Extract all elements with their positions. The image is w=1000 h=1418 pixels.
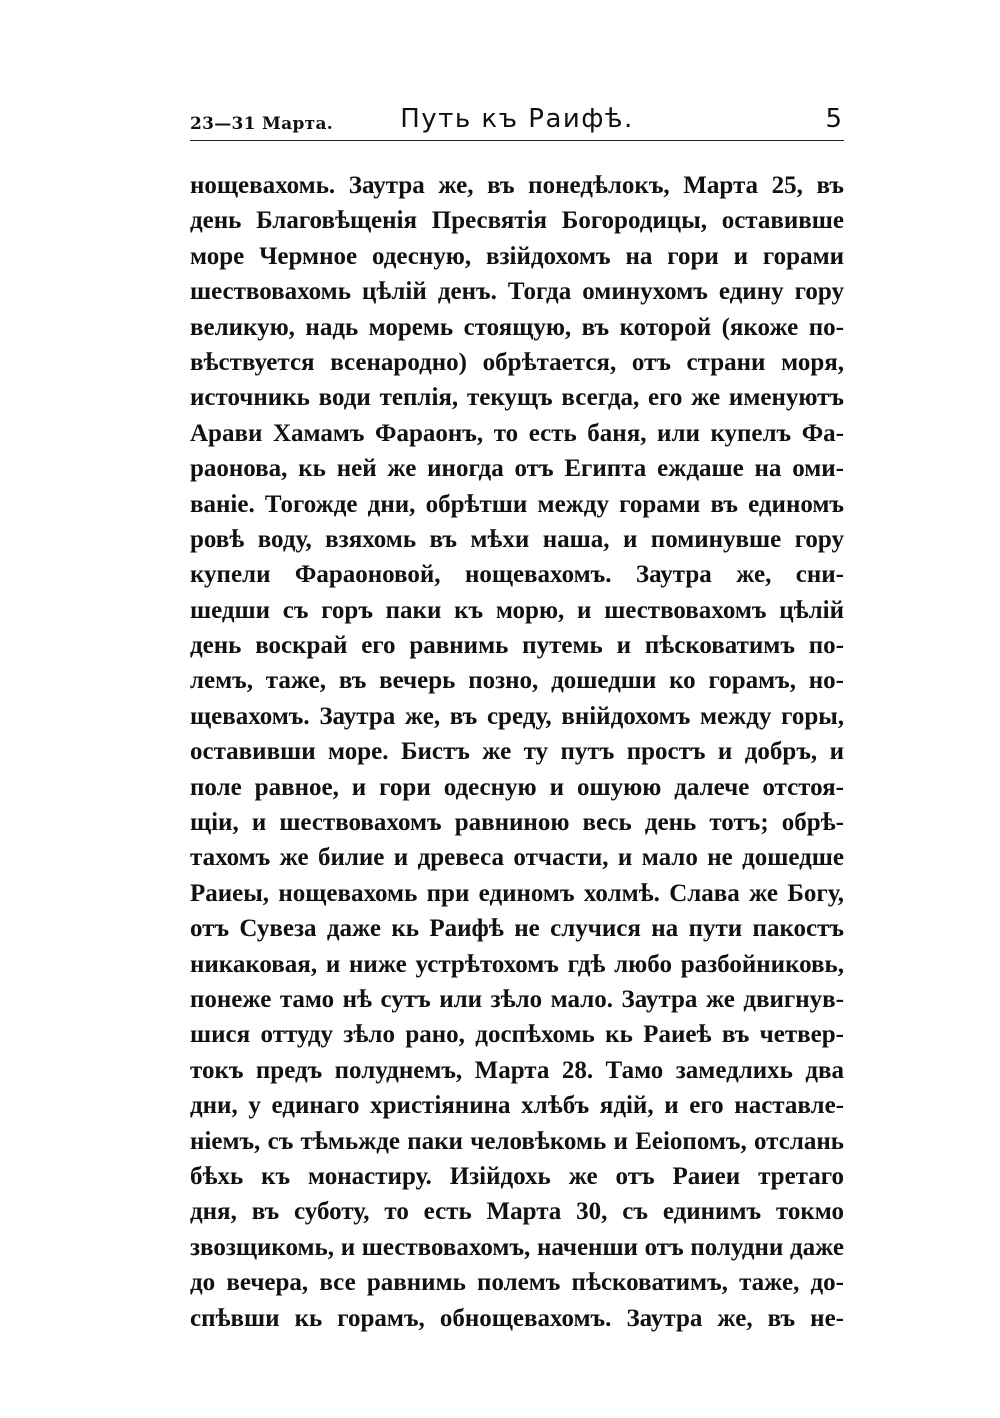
text-line: бѣхь къ монастиру. Изійдохь же отъ Раиеи третаго [190, 1162, 844, 1190]
body-text [190, 168, 844, 1336]
text-line: великую, надь моремь стоящую, въ которой (якоже по- [190, 313, 844, 341]
text-line: шедши съ горъ паки къ морю, и шествовахомъ цѣлій [190, 596, 844, 624]
text-line: никаковая, и ниже устрѣтохомъ гдѣ любо разбойниковь, [190, 950, 844, 978]
text-line: ровѣ воду, взяхомь въ мѣхи наша, и поминувше гору [190, 525, 844, 553]
text-line: Арави Хамамъ Фараонъ, то есть баня, или купелъ Фа- [190, 419, 844, 447]
text-line: до вечера, все равнимь полемъ пѣсковатимъ, таже, до- [190, 1269, 844, 1297]
text-line: вѣствуется всенародно) обрѣтается, отъ страни моря, [190, 348, 844, 376]
header-rule [190, 140, 844, 141]
text-line: токъ предъ полуднемъ, Марта 28. Тамо замедлихь два [190, 1056, 844, 1084]
text-line: ніемъ, съ тѣмьжде паки человѣкомь и Ееіопомъ, отслань [190, 1127, 844, 1155]
text-line: дни, у единаго христіянина хлѣбъ ядій, и его наставле- [190, 1092, 844, 1120]
page-number: 5 [825, 104, 842, 134]
header-title: Путь къ Раифѣ. [400, 104, 634, 134]
text-line: отъ Сувеза даже кь Раифѣ не случися на пути пакостъ [190, 915, 844, 943]
text-line: щевахомъ. Заутра же, въ среду, внійдохомъ между горы, [190, 702, 844, 730]
text-line: купели Фараоновой, нощевахомъ. Заутра же, сни- [190, 561, 844, 589]
text-line: нощевахомь. Заутра же, въ понедѣлокъ, Марта 25, въ [190, 172, 844, 199]
text-line: источникь води теплія, текущъ всегда, его же именуютъ [190, 384, 844, 412]
text-line: лемъ, таже, въ вечерь позно, дошедши ко горамъ, но- [190, 667, 844, 695]
text-line: шествовахомь цѣлій денъ. Тогда оминухомъ едину гору [190, 278, 844, 306]
text-line: поле равное, и гори одесную и ошуюю далече отстоя- [190, 773, 844, 801]
text-line: оставивши море. Бистъ же ту путъ простъ и добръ, и [190, 738, 844, 766]
text-line: раонова, кь ней же иногда отъ Египта еждаше на оми- [190, 455, 844, 483]
text-line: тахомъ же билие и древеса отчасти, и мало не дошедше [190, 844, 844, 872]
text-line: день воскрай его равнимь путемь и пѣсковатимъ по- [190, 632, 844, 660]
text-line: дня, въ суботу, то есть Марта 30, съ единимъ токмо [190, 1198, 844, 1226]
text-line: море Чермное одесную, взійдохомъ на гори и горами [190, 242, 844, 270]
text-line: ваніе. Тогожде дни, обрѣтши между горами въ единомъ [190, 490, 844, 518]
text-line: спѣвши кь горамъ, обнощевахомъ. Заутра же, въ не- [190, 1304, 844, 1332]
text-line: понеже тамо нѣ сутъ или зѣло мало. Заутра же двигнув- [190, 985, 844, 1013]
text-line: щіи, и шествовахомъ равниною весь день тотъ; обрѣ- [190, 809, 844, 837]
text-line: Раиеы, нощевахомь при единомъ холмѣ. Слава же Богу, [190, 879, 844, 907]
running-head [190, 100, 844, 140]
text-line: день Благовѣщенія Пресвятія Богородицы, оставивше [190, 207, 844, 235]
text-line: звозщикомь, и шествовахомъ, наченши отъ полудни даже [190, 1233, 844, 1261]
header-dates: 23—31 Марта. [190, 114, 334, 134]
text-line: шися оттуду зѣло рано, доспѣхомь кь Раиеѣ въ четвер- [190, 1021, 844, 1049]
